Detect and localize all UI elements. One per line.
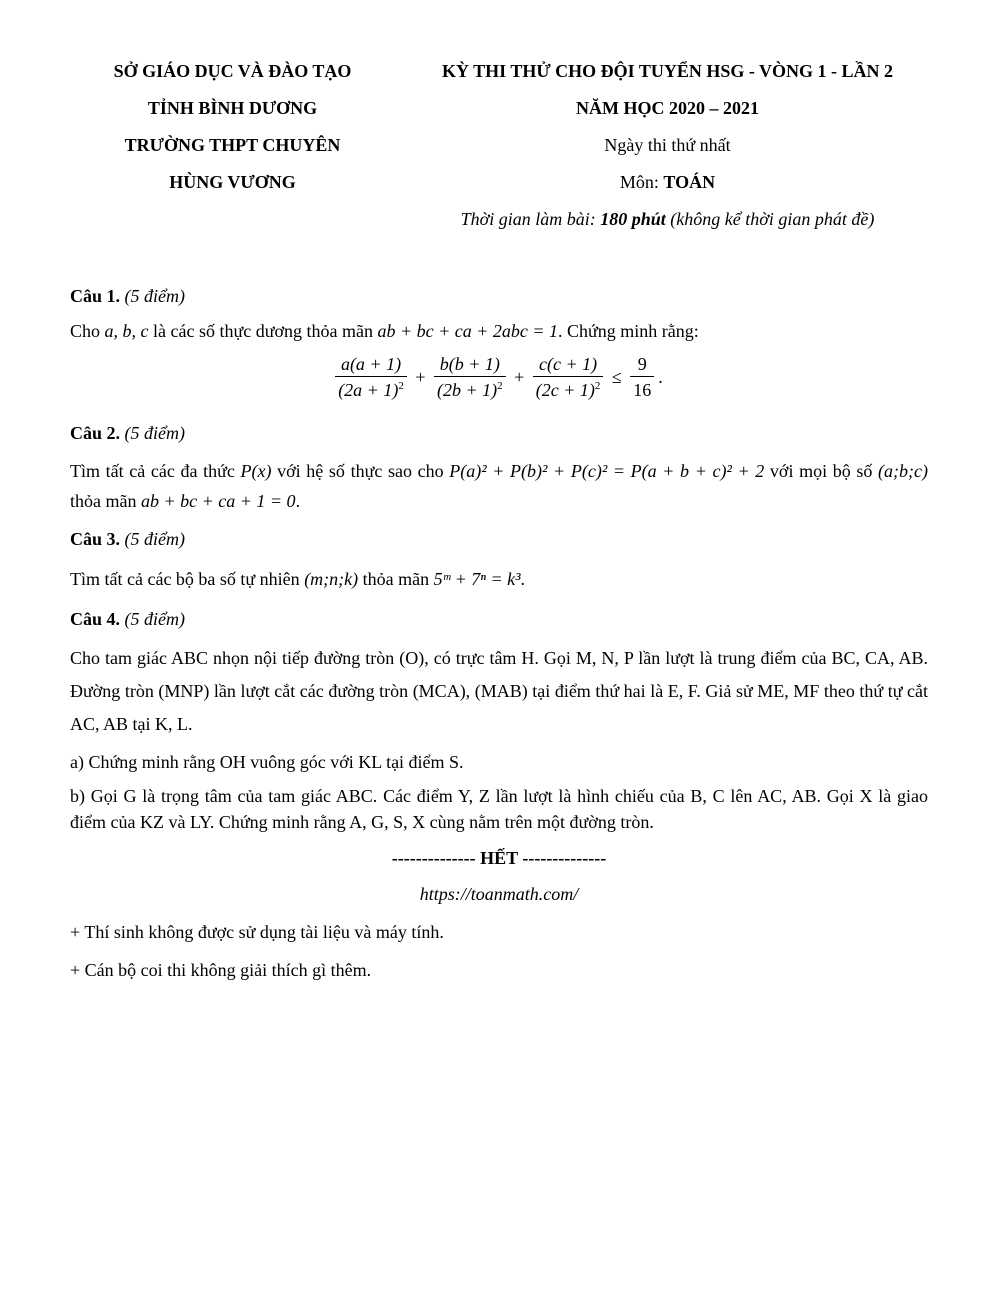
- q1-text-1: Cho: [70, 321, 105, 341]
- question-3-title: [70, 526, 928, 552]
- question-4-part-b: b) Gọi G là trọng tâm của tam giác ABC. Các điểm Y, Z lần lượt là hình chiếu của B, C lên AC, AB. Gọi X là giao điểm của KZ và LY. Chứng minh rằng A, G, S, X cùng nằm trên một đường tròn.: [70, 786, 928, 832]
- less-equal-sign: ≤: [611, 367, 622, 387]
- question-1-title: [70, 283, 928, 309]
- q2-equation: P(a)² + P(b)² + P(c)² = P(a + b + c)² + 2: [449, 461, 765, 481]
- note-no-materials: + Thí sinh không được sử dụng tài liệu và máy tính.: [70, 922, 444, 942]
- q3-tuple: (m;n;k): [304, 569, 359, 589]
- question-4-part-a: a) Chứng minh rằng OH vuông góc với KL tại điểm S.: [70, 752, 464, 772]
- fraction-a-denominator: (2a + 1): [338, 380, 399, 400]
- fraction-c-exponent: 2: [594, 380, 601, 392]
- question-2-title: [70, 420, 928, 446]
- subject-name: TOÁN: [663, 172, 716, 192]
- fraction-b-numerator: b(b + 1): [434, 352, 506, 377]
- fraction-b-exponent: 2: [497, 380, 503, 392]
- q2-tuple: (a;b;c): [878, 461, 928, 481]
- subject-line: [410, 169, 925, 206]
- school-year: NĂM HỌC 2020 – 2021: [576, 98, 759, 118]
- exam-day: Ngày thi thứ nhất: [604, 135, 731, 155]
- question-3-label: Câu 3.: [70, 529, 121, 549]
- q3-equation: 5ᵐ + 7ⁿ = k³: [433, 569, 521, 589]
- q3-text-2: thỏa mãn: [358, 569, 434, 589]
- q1-condition: ab + bc + ca + 2abc = 1: [377, 321, 559, 341]
- fraction-a: [335, 352, 407, 403]
- fraction-c: [533, 352, 604, 403]
- school-name-line-1: TRƯỜNG THPT CHUYÊN: [124, 135, 341, 155]
- question-4-points: (5 điểm): [124, 609, 185, 629]
- fraction-b-denominator: (2b + 1): [436, 380, 498, 400]
- exam-title: KỲ THI THỬ CHO ĐỘI TUYỂN HSG - VÒNG 1 - LẦN 2: [441, 61, 894, 81]
- plus-sign-2: +: [514, 367, 525, 387]
- fraction-c-numerator: c(c + 1): [533, 352, 604, 377]
- fraction-rhs-numerator: 9: [630, 352, 654, 377]
- subject-label: Môn:: [619, 172, 664, 192]
- fraction-a-exponent: 2: [398, 380, 404, 392]
- department-name: SỞ GIÁO DỤC VÀ ĐÀO TẠO: [113, 61, 352, 81]
- q3-text-3: .: [520, 569, 525, 589]
- question-2-statement: [70, 456, 928, 516]
- q2-text-5: .: [295, 491, 301, 511]
- question-3-statement: [70, 564, 928, 594]
- exam-content: [70, 283, 928, 985]
- question-2-points: (5 điểm): [124, 423, 185, 443]
- source-link[interactable]: https://toanmath.com/: [419, 884, 579, 904]
- question-1-statement: [70, 316, 928, 346]
- question-4-label: Câu 4.: [70, 609, 121, 629]
- fraction-rhs: [630, 352, 654, 403]
- q2-text-4: thỏa mãn: [70, 491, 141, 511]
- time-suffix: (không kể thời gian phát đề): [665, 209, 875, 229]
- time-line: [410, 206, 925, 243]
- q2-text-1: Tìm tất cả các đa thức: [70, 461, 241, 481]
- fraction-rhs-denominator: 16: [633, 380, 652, 400]
- time-prefix: Thời gian làm bài:: [460, 209, 601, 229]
- question-4-statement: Cho tam giác ABC nhọn nội tiếp đường tròn (O), có trực tâm H. Gọi M, N, P lần lượt là trung điểm của BC, CA, AB. Đường tròn (MNP) lần lượt cắt các đường tròn (MCA), (MAB) tại điểm thứ hai là E, F. Giả sử ME, MF theo thứ tự cắt AC, AB tại K, L.: [70, 648, 928, 734]
- q2-condition: ab + bc + ca + 1 = 0: [140, 491, 296, 511]
- q3-text-1: Tìm tất cả các bộ ba số tự nhiên: [70, 569, 305, 589]
- school-name-line-2: HÙNG VƯƠNG: [169, 172, 296, 192]
- q2-text-2: với hệ số thực sao cho: [271, 461, 450, 481]
- q2-text-3: với mọi bộ số: [764, 461, 879, 481]
- province-name: TỈNH BÌNH DƯƠNG: [147, 98, 318, 118]
- fraction-a-numerator: a(a + 1): [335, 352, 407, 377]
- time-value: 180 phút: [600, 209, 666, 229]
- formula-period: .: [658, 367, 663, 387]
- fraction-c-denominator: (2c + 1): [535, 380, 595, 400]
- q1-text-2: là các số thực dương thỏa mãn: [148, 321, 378, 341]
- issuer-header: [80, 58, 385, 206]
- exam-header: [410, 58, 925, 243]
- end-marker: -------------- HẾT --------------: [391, 848, 607, 868]
- question-1-inequality: [70, 352, 928, 414]
- note-no-explanation: + Cán bộ coi thi không giải thích gì thêm.: [70, 960, 372, 980]
- fraction-b: [434, 352, 506, 403]
- question-2-label: Câu 2.: [70, 423, 121, 443]
- question-1-points: (5 điểm): [124, 286, 185, 306]
- question-4-title: [70, 606, 928, 632]
- q1-text-3: . Chứng minh rằng:: [558, 321, 699, 341]
- question-3-points: (5 điểm): [124, 529, 185, 549]
- q1-vars: a, b, c: [104, 321, 149, 341]
- question-1-label: Câu 1.: [70, 286, 121, 306]
- q2-polynomial: P(x): [240, 461, 272, 481]
- plus-sign-1: +: [415, 367, 426, 387]
